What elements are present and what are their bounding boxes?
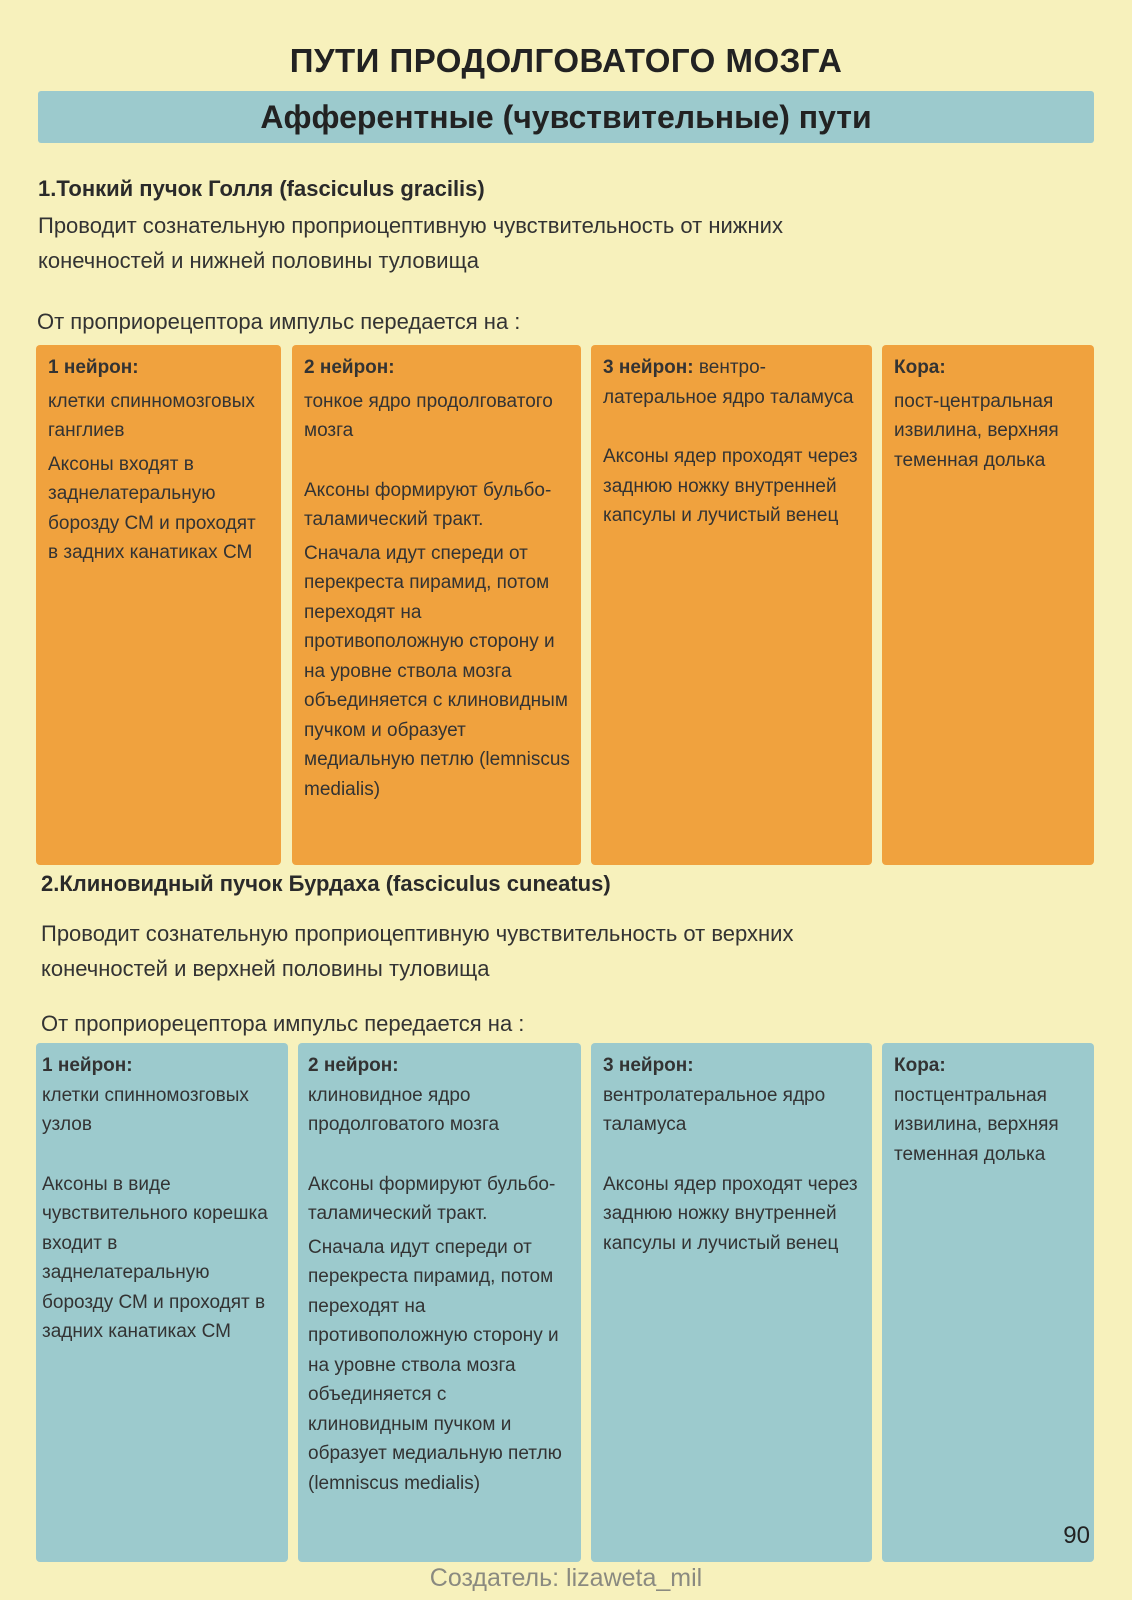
section2-heading: 2.Клиновидный пучок Бурдаха (fasciculus cuneatus) (41, 871, 611, 896)
card-text: Аксоны формируют бульбо-таламический тракт. (308, 1173, 556, 1224)
card-text: Аксоны в виде чувствительного корешка входит в заднелатеральную борозду СМ и проходят в задних канатиках СМ (42, 1173, 268, 1342)
card-text: Сначала идут спереди от перекреста пирамид, потом переходят на противоположную сторону и на уровне ствола мозга объединяется с клиновидным пучком и образует медиальную петлю (lemniscus medialis) (304, 542, 570, 800)
page-title: ПУТИ ПРОДОЛГОВАТОГО МОЗГА (289, 42, 843, 79)
card-text: пост-центральная извилина, верхняя теменная долька (894, 390, 1059, 471)
card-label-line (603, 353, 862, 412)
card-text: клетки спинномозговых узлов (42, 1084, 249, 1135)
section1-intro: От проприорецептора импульс передается на : (37, 309, 521, 334)
card-label: 2 нейрон: (308, 1055, 399, 1076)
section2-description (41, 916, 1101, 986)
card-text: Аксоны ядер проходят через заднюю ножку внутренней капсулы и лучистый венец (603, 446, 858, 526)
card-text: Сначала идут спереди от перекреста пирамид, потом переходят на противоположную сторону и на уровне ствола мозга объединяется с клиновидным пучком и образует медиальную петлю (lemniscus medialis) (308, 1236, 562, 1494)
card-text: клетки спинномозговых ганглиев (48, 390, 255, 441)
s2-card-neuron2 (298, 1043, 581, 1562)
card-text: Аксоны формируют бульбо-таламический тракт. (304, 479, 552, 530)
card-label: Кора: (894, 1055, 946, 1076)
s2-card-neuron1 (36, 1043, 288, 1562)
section-banner: Афферентные (чувствительные) пути (38, 91, 1094, 143)
card-label: 2 нейрон: (304, 357, 395, 378)
section2-desc-line2: конечностей и верхней половины туловища (41, 956, 490, 981)
section1-description (38, 208, 1098, 278)
card-text: Аксоны ядер проходят через заднюю ножку внутренней капсулы и лучистый венец (603, 1173, 858, 1254)
s2-card-cortex (882, 1043, 1094, 1562)
section1-heading: 1.Тонкий пучок Голля (fasciculus gracilis) (38, 176, 485, 201)
s2-card-neuron3 (591, 1043, 872, 1562)
s1-card-neuron3 (591, 345, 872, 865)
card-text: постцентральная извилина, верхняя теменная долька (894, 1084, 1059, 1165)
s1-card-neuron1 (36, 345, 281, 865)
card-text: вентролатеральное ядро таламуса (603, 1084, 826, 1135)
card-text: тонкое ядро продолговатого мозга (304, 390, 553, 441)
card-label: 3 нейрон: (603, 357, 694, 378)
footer-credit: Создатель: lizaweta_mil (429, 1564, 703, 1592)
card-label: 3 нейрон: (603, 1055, 694, 1076)
section1-desc-line2: конечностей и нижней половины туловища (38, 248, 479, 273)
card-text: Аксоны входят в заднелатеральную борозду СМ и проходят в задних канатиках СМ (48, 453, 256, 563)
card-label: 1 нейрон: (42, 1055, 133, 1076)
card-text: клиновидное ядро продолговатого мозга (308, 1084, 500, 1135)
page-number: 90 (1063, 1522, 1090, 1549)
section1-desc-line1: Проводит сознательную проприоцептивную чувствительность от нижних (38, 213, 783, 238)
card-label: 1 нейрон: (48, 357, 139, 378)
section2-desc-line1: Проводит сознательную проприоцептивную чувствительность от верхних (41, 921, 794, 946)
section2-intro: От проприорецептора импульс передается на : (41, 1011, 525, 1036)
card-label: Кора: (894, 357, 946, 378)
card-text: вентро-латеральное ядро таламуса (603, 357, 854, 408)
s1-card-cortex (882, 345, 1094, 865)
s1-card-neuron2 (292, 345, 581, 865)
